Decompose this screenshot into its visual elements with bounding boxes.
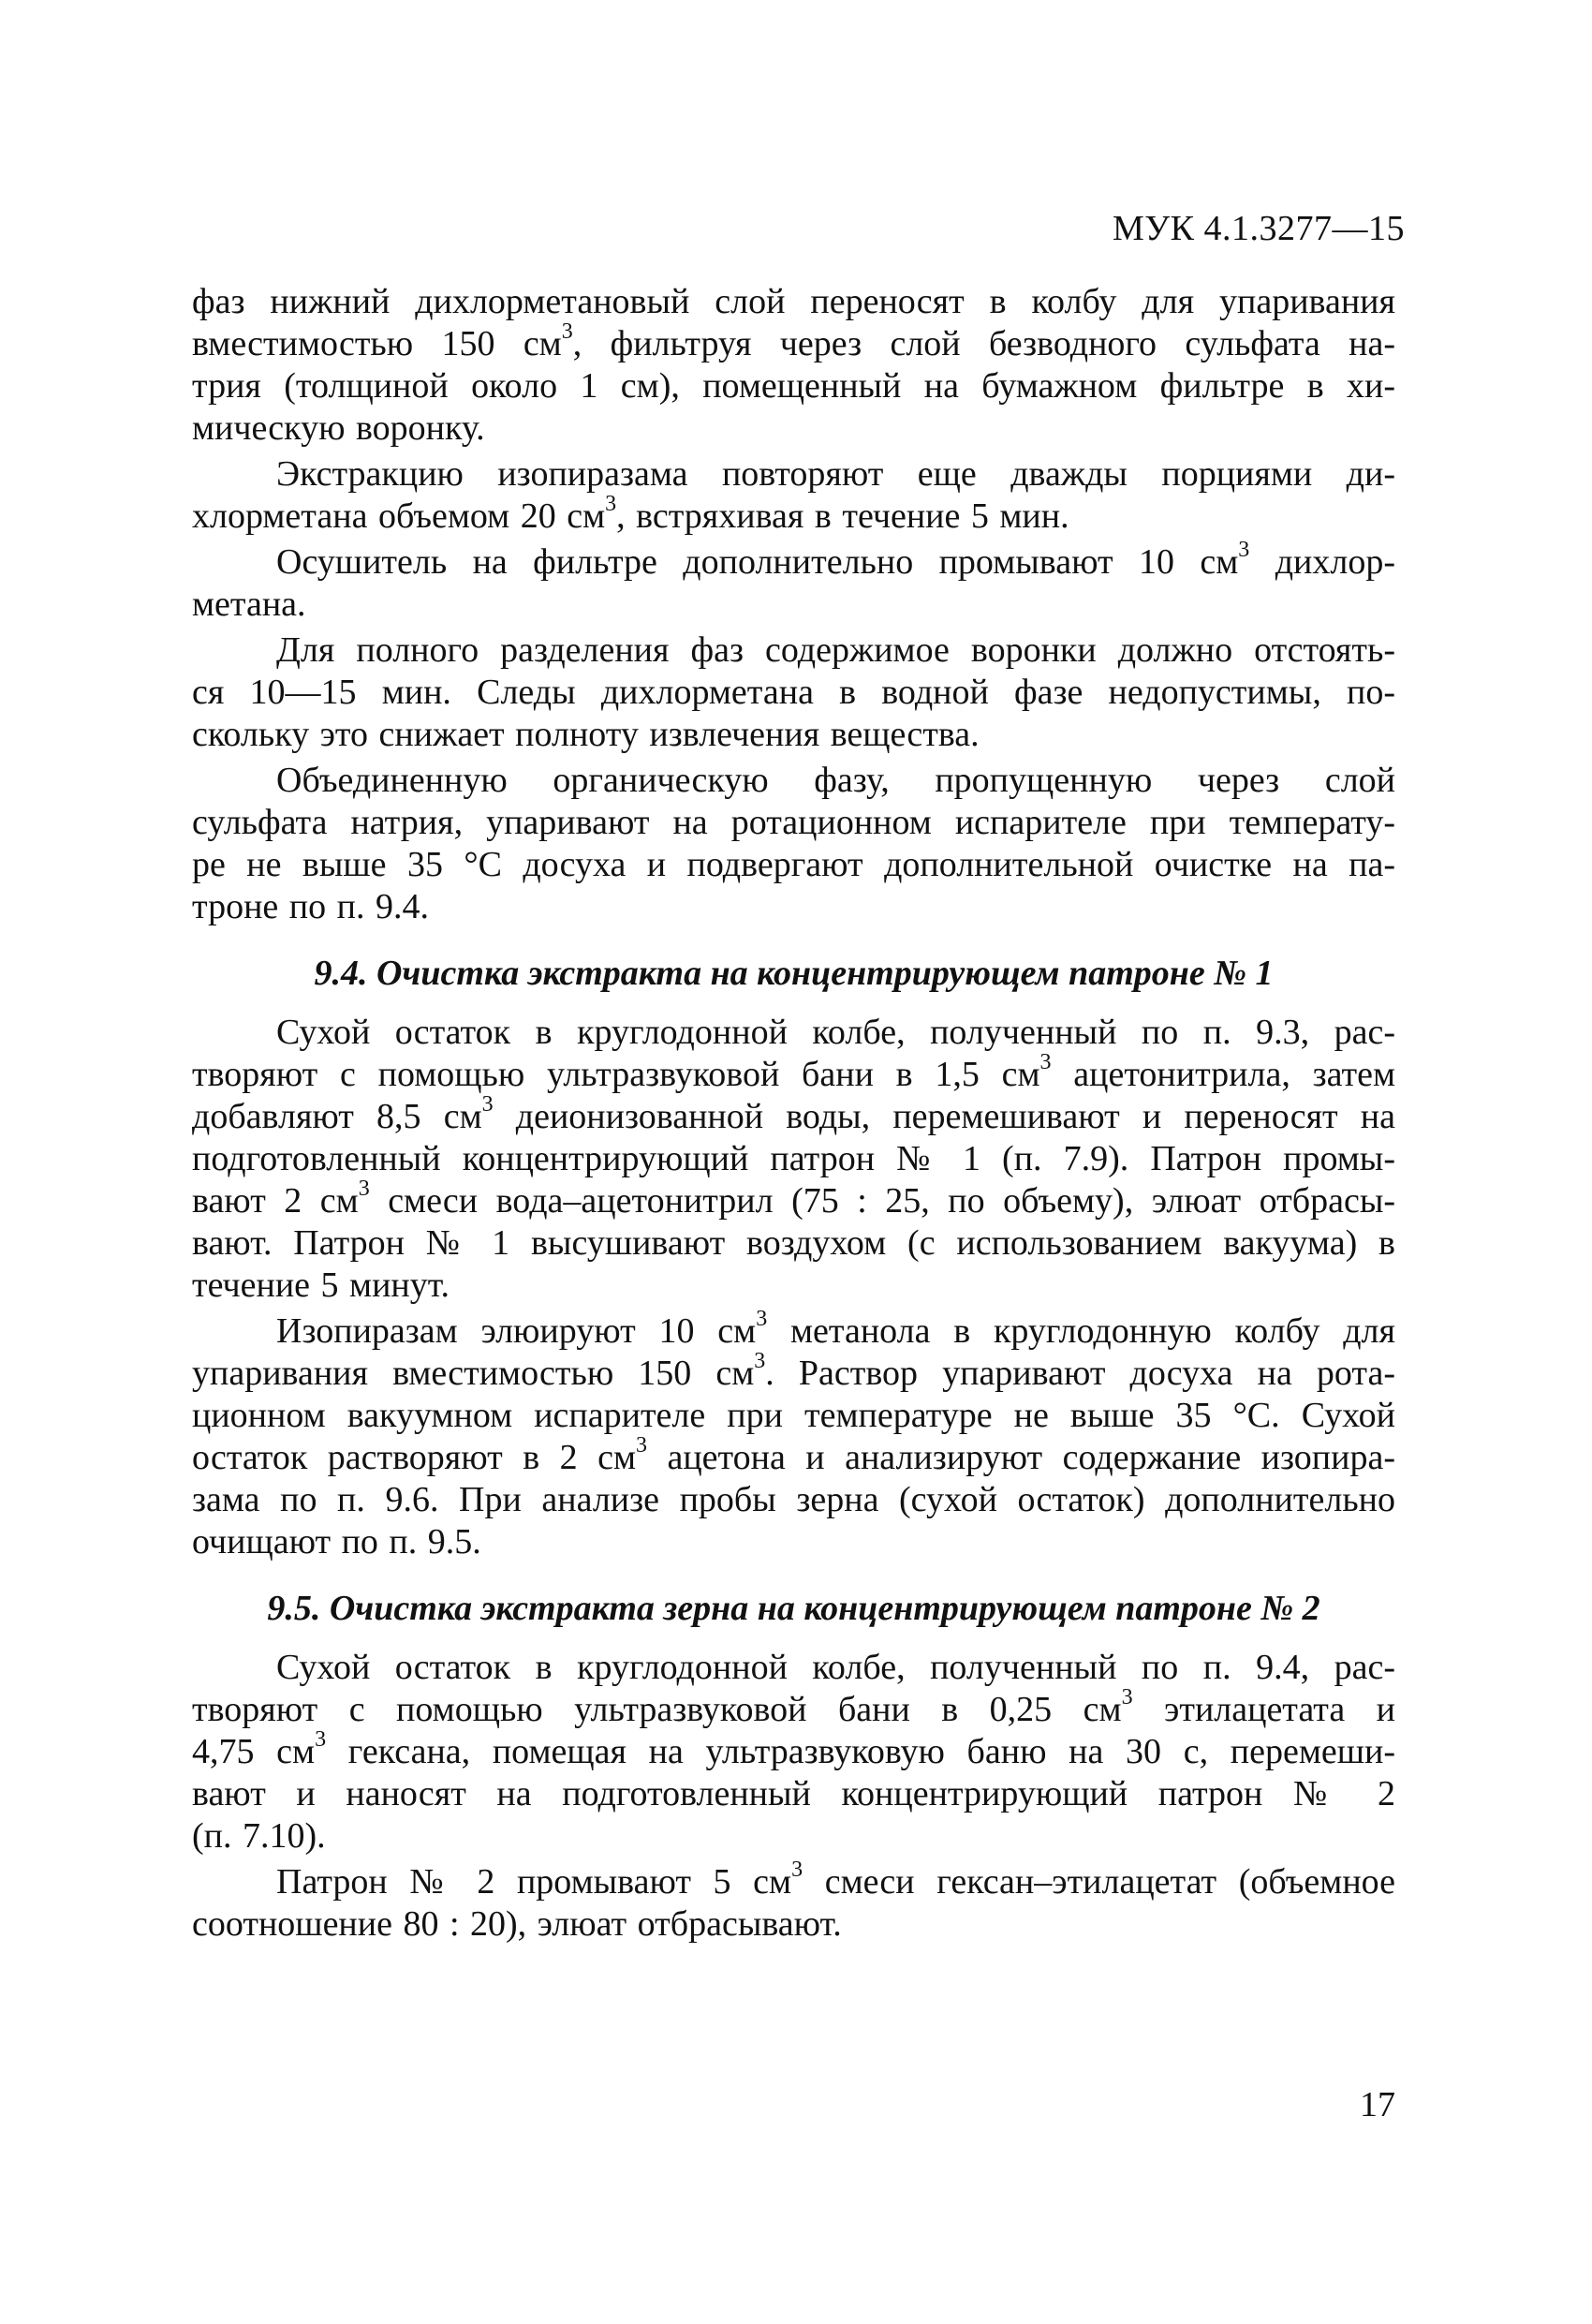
text-line: Для полного разделения фаз содержимое воронки должно отстоять- (276, 630, 1395, 670)
superscript: 3 (315, 1727, 327, 1753)
paragraph-1 (192, 281, 1395, 450)
text-line: вают. Патрон № 1 высушивают воздухом (с использованием вакуума) в (192, 1223, 1395, 1263)
text-line: (п. 7.10). (192, 1816, 326, 1856)
text-line: зама по п. 9.6. При анализе пробы зерна (сухой остаток) дополнительно (192, 1480, 1395, 1519)
text-line: Сухой остаток в круглодонной колбе, полученный по п. 9.4, рас- (276, 1648, 1395, 1687)
page-number: 17 (1360, 2085, 1395, 2124)
superscript: 3 (754, 1349, 766, 1374)
superscript: 3 (1039, 1050, 1052, 1075)
superscript: 3 (561, 319, 573, 345)
text-line: Изопиразам элюируют 10 $см^3$ метанола в круглодонную колбу для (276, 1307, 1395, 1351)
text-line: сульфата натрия, упаривают на ротационном испарителе при температу- (192, 803, 1395, 842)
text-line: вают и наносят на подготовленный концентрирующий патрон № 2 (192, 1774, 1395, 1813)
paragraph-7 (192, 1307, 1395, 1563)
document-code-header: МУК 4.1.3277—15 (1112, 209, 1405, 248)
paragraph-4 (192, 629, 1395, 756)
text-line: ся 10—15 мин. Следы дихлорметана в водной фазе недопустимы, по- (192, 673, 1395, 712)
section-heading-9-4: 9.4. Очистка экстракта на концентрирующем патроне № 1 (314, 954, 1274, 993)
text-line: фаз нижний дихлорметановый слой переносят в колбу для упаривания (192, 282, 1395, 321)
text-line: скольку это снижает полноту извлечения вещества. (192, 715, 980, 754)
text-line: Сухой остаток в круглодонной колбе, полученный по п. 9.3, рас- (276, 1013, 1395, 1052)
paragraph-6 (192, 1012, 1395, 1307)
text-line: творяют с помощью ультразвуковой бани в 0,25 $см^3$ этилацетата и (192, 1685, 1395, 1729)
text-line: 4,75 $см^3$ гексана, помещая на ультразвуковую баню на 30 с, перемеши- (192, 1727, 1395, 1771)
paragraph-9 (192, 1858, 1395, 1946)
text-line: творяют с помощью ультразвуковой бани в 1,5 $см^3$ ацетонитрила, затем (192, 1050, 1395, 1094)
text-line: трия (толщиной около 1 см), помещенный на бумажном фильтре в хи- (192, 366, 1395, 406)
text-line: хлорметана объемом 20 $см^3$, встряхивая в течение 5 мин. (192, 492, 1069, 536)
paragraph-2 (192, 453, 1395, 538)
text-line: упаривания вместимостью 150 $см^3$. Раствор упаривают досуха на рота- (192, 1349, 1395, 1393)
text-line: Экстракцию изопиразама повторяют еще дважды порциями ди- (276, 454, 1395, 494)
paragraph-5 (192, 760, 1395, 928)
text-line: ционном вакуумном испарителе при температуре не выше 35 °С. Сухой (192, 1396, 1395, 1435)
text-line: добавляют 8,5 $см^3$ деионизованной воды, перемешивают и переносят на (192, 1092, 1395, 1136)
text-line: очищают по п. 9.5. (192, 1522, 481, 1562)
superscript: 3 (358, 1177, 370, 1202)
text-line: остаток растворяют в 2 $см^3$ ацетона и анализируют содержание изопира- (192, 1433, 1395, 1477)
text-line: ре не выше 35 °С досуха и подвергают дополнительной очистке на па- (192, 845, 1395, 884)
paragraph-8 (192, 1647, 1395, 1858)
text-line: вают 2 $см^3$ смеси вода–ацетонитрил (75 : 25, по объему), элюат отбрасы- (192, 1177, 1396, 1221)
page-content (192, 281, 1395, 1949)
text-line: метана. (192, 585, 306, 624)
text-line: троне по п. 9.4. (192, 887, 429, 926)
superscript: 3 (605, 492, 617, 517)
text-line: соотношение 80 : 20), элюат отбрасывают. (192, 1904, 842, 1944)
text-line: подготовленный концентрирующий патрон № 1 (п. 7.9). Патрон промы- (192, 1139, 1395, 1178)
paragraph-3 (192, 538, 1395, 626)
text-line: течение 5 минут. (192, 1266, 450, 1305)
superscript: 3 (481, 1092, 494, 1118)
superscript: 3 (1121, 1685, 1133, 1710)
superscript: 3 (1238, 538, 1250, 563)
text-line: Объединенную органическую фазу, пропущенную через слой (276, 761, 1395, 800)
superscript: 3 (756, 1307, 768, 1332)
text-line: Осушитель на фильтре дополнительно промывают 10 $см^3$ дихлор- (276, 538, 1395, 582)
text-line: мическую воронку. (192, 408, 485, 448)
text-line: вместимостью 150 $см^3$, фильтруя через слой безводного сульфата на- (192, 319, 1395, 363)
superscript: 3 (636, 1433, 648, 1458)
text-line: Патрон № 2 промывают 5 $см^3$ смеси гексан–этилацетат (объемное (276, 1858, 1395, 1902)
superscript: 3 (791, 1858, 803, 1883)
section-heading-9-5: 9.5. Очистка экстракта зерна на концентрирующем патроне № 2 (267, 1589, 1320, 1628)
